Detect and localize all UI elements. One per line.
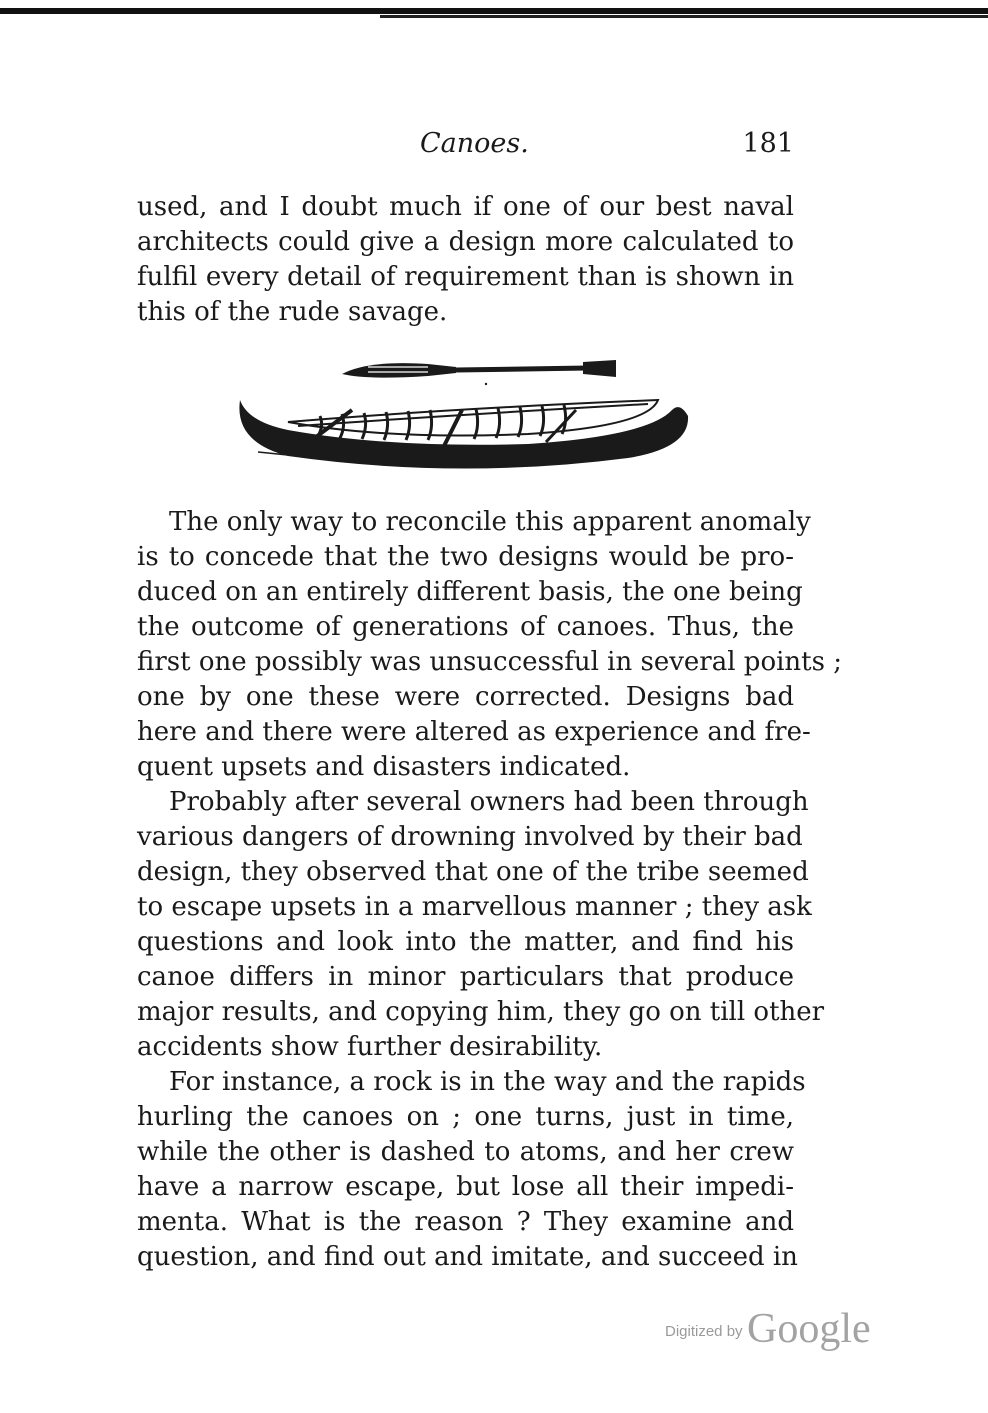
text-line: the outcome of generations of canoes. Thus, the: [137, 612, 794, 642]
running-title: Canoes.: [420, 128, 529, 159]
canoe-and-paddle-illustration: [228, 352, 698, 480]
text-line: have a narrow escape, but lose all their impedi-: [137, 1172, 794, 1202]
page-number: 181: [742, 128, 794, 159]
text-line: various dangers of drowning involved by their bad: [137, 822, 803, 852]
top-border-rule-secondary: [380, 15, 988, 18]
running-head: [137, 128, 794, 168]
text-line: menta. What is the reason ? They examine and: [137, 1207, 794, 1237]
text-line: canoe differs in minor particulars that produce: [137, 962, 794, 992]
text-line: is to concede that the two designs would be pro-: [137, 542, 794, 572]
canoe-drawing: [239, 400, 688, 469]
text-line: major results, and copying him, they go on till other: [137, 997, 825, 1027]
text-line: question, and find out and imitate, and succeed in: [137, 1242, 798, 1272]
text-line: quent upsets and disasters indicated.: [137, 752, 631, 782]
text-line: architects could give a design more calculated to: [137, 227, 794, 257]
top-border-rule: [0, 8, 988, 14]
text-line: The only way to reconcile this apparent anomaly: [169, 507, 811, 537]
text-line: here and there were altered as experience and fre-: [137, 717, 811, 747]
digitized-watermark: [665, 1305, 871, 1355]
text-line: Probably after several owners had been through: [169, 787, 809, 817]
text-line: first one possibly was unsuccessful in several points ;: [137, 647, 842, 677]
google-logo: Google: [747, 1306, 871, 1352]
paragraph-continued: [137, 190, 794, 330]
paddle-drawing: [342, 360, 616, 385]
text-line: duced on an entirely different basis, the one being: [137, 577, 803, 607]
text-line: questions and look into the matter, and find his: [137, 927, 794, 957]
text-line: this of the rude savage.: [137, 297, 448, 327]
text-line: hurling the canoes on ; one turns, just in time,: [137, 1102, 794, 1132]
text-line: used, and I doubt much if one of our best naval: [137, 192, 794, 222]
main-text: [137, 505, 842, 1275]
text-line: one by one these were corrected. Designs bad: [137, 682, 794, 712]
text-line: accidents show further desirability.: [137, 1032, 603, 1062]
text-line: For instance, a rock is in the way and the rapids: [169, 1067, 806, 1097]
text-line: fulfil every detail of requirement than is shown in: [137, 262, 794, 292]
text-line: while the other is dashed to atoms, and her crew: [137, 1137, 794, 1167]
text-line: to escape upsets in a marvellous manner ; they ask: [137, 892, 812, 922]
text-line: design, they observed that one of the tribe seemed: [137, 857, 809, 887]
watermark-prefix: Digitized by: [665, 1323, 743, 1340]
